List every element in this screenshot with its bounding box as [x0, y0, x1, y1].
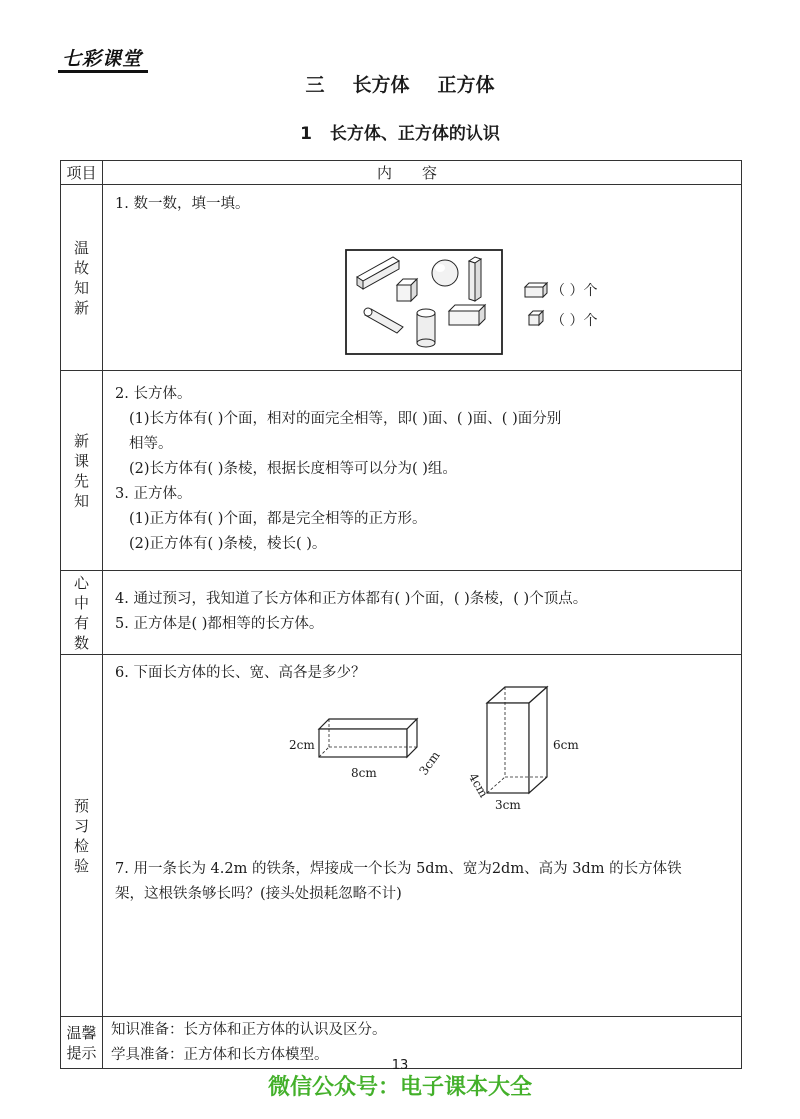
box2-length-label: 3cm [495, 798, 521, 812]
box2-width-label: 4cm [465, 770, 491, 800]
header-item: 项目 [61, 161, 103, 185]
question-3-1: (1)正方体有( )个面，都是完全相等的正方形。 [129, 511, 427, 527]
content-wengu [103, 185, 742, 371]
header-content: 内容 [103, 161, 742, 185]
tall-prism-icon [469, 257, 481, 301]
flat-cuboid-icon [449, 305, 485, 325]
sphere-icon [432, 260, 458, 286]
box2-height-label: 6cm [553, 738, 579, 752]
section-title [0, 119, 800, 144]
cuboid-count-blank: （ ）个 [551, 283, 598, 299]
section-name: 长方体、正方体的认识 [329, 124, 500, 144]
question-4: 4. 通过预习，我知道了长方体和正方体都有( )个面，( )条棱，( )个顶点。 [115, 591, 588, 607]
box1-height-label: 2cm [289, 738, 315, 752]
publisher-logo: 七彩课堂 [62, 48, 143, 70]
shapes-picture [345, 249, 503, 355]
question-7 [103, 857, 741, 907]
chapter-name-1: 长方体 [352, 74, 410, 96]
question-6: 6. 下面长方体的长、宽、高各是多少？ [115, 665, 366, 681]
chapter-title [0, 70, 800, 97]
box1-length-label: 8cm [351, 766, 377, 780]
chapter-name-2: 正方体 [437, 74, 495, 96]
tip-line-1: 知识准备：长方体和正方体的认识及区分。 [111, 1022, 387, 1038]
label-tip: 温馨提示 [61, 1017, 103, 1069]
label-yuxi: 预习检验 [61, 655, 103, 1017]
cuboid-figure-1 [317, 715, 421, 763]
chapter-number: 三 [305, 74, 325, 96]
question-3: 3. 正方体。 [115, 486, 192, 502]
cuboid-figure-2 [485, 685, 551, 797]
question-3-2: (2)正方体有( )条棱，棱长( )。 [129, 536, 327, 552]
question-2-1-cont: 相等。 [129, 436, 173, 452]
label-xinzhong: 心中有数 [61, 571, 103, 655]
cuboid-count-icon [523, 281, 549, 299]
content-xinke [103, 371, 742, 571]
label-xinke: 新课先知 [61, 371, 103, 571]
box1-width-label: 3cm [416, 748, 443, 778]
cube-count-icon [527, 309, 545, 327]
worksheet-table [60, 160, 742, 1069]
question-5: 5. 正方体是( )都相等的长方体。 [115, 616, 324, 632]
question-7-line-2: 架，这根铁条够长吗？(接头处损耗忽略不计) [115, 886, 402, 902]
content-yuxi [103, 655, 742, 1017]
page-number: 13 [391, 1058, 409, 1073]
question-2: 2. 长方体。 [115, 386, 192, 402]
question-2-1: (1)长方体有( )个面，相对的面完全相等，即( )面、( )面、( )面分别 [129, 411, 562, 427]
small-cube-icon [397, 279, 417, 301]
section-number: 1 [300, 124, 312, 144]
question-7-line-1: 7. 用一条长为 4.2m 的铁条，焊接成一个长为 5dm、宽为2dm、高为 3dm 的长方体铁 [115, 861, 682, 877]
tip-line-2: 学具准备：正方体和长方体模型。 [111, 1047, 329, 1063]
label-wengu: 温故知新 [61, 185, 103, 371]
upright-cylinder-icon [417, 309, 435, 347]
question-1: 1. 数一数，填一填。 [115, 196, 250, 212]
cube-count-blank: （ ）个 [551, 313, 598, 329]
content-xinzhong [103, 571, 742, 655]
footer-watermark: 微信公众号：电子课本大全 [267, 1075, 532, 1100]
question-2-2: (2)长方体有( )条棱，根据长度相等可以分为( )组。 [129, 461, 457, 477]
